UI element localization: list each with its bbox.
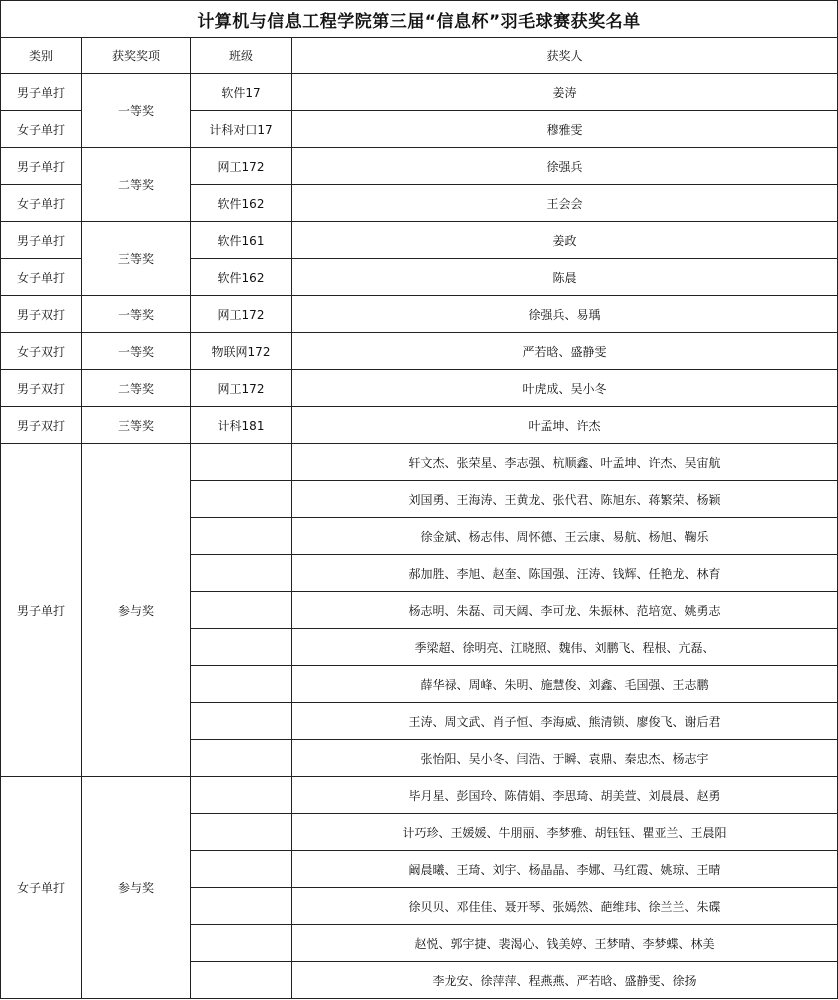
award-cell: 一等奖 xyxy=(82,296,191,333)
class-cell: 软件162 xyxy=(191,259,292,296)
header-category: 类别 xyxy=(1,38,82,74)
winners-cell: 叶虎成、吴小冬 xyxy=(292,370,838,407)
award-cell: 三等奖 xyxy=(82,407,191,444)
winners-cell: 杨志明、朱磊、司天阔、李可龙、朱振林、范培宽、姚勇志 xyxy=(292,592,838,629)
award-cell: 一等奖 xyxy=(82,74,191,148)
class-cell: 软件162 xyxy=(191,185,292,222)
table-row xyxy=(1,333,838,370)
class-cell xyxy=(191,555,292,592)
winners-cell: 王会会 xyxy=(292,185,838,222)
winners-cell: 郝加胜、李旭、赵奎、陈国强、汪涛、钱辉、任艳龙、林育 xyxy=(292,555,838,592)
award-table xyxy=(0,37,838,999)
category-cell: 男子单打 xyxy=(1,148,82,185)
winners-cell: 严若晗、盛静雯 xyxy=(292,333,838,370)
category-cell: 男子单打 xyxy=(1,74,82,111)
header-row xyxy=(1,38,838,74)
winners-cell: 王涛、周文武、肖子恒、李海威、熊清锁、廖俊飞、谢后君 xyxy=(292,703,838,740)
header-award: 获奖奖项 xyxy=(82,38,191,74)
table-row xyxy=(1,296,838,333)
class-cell: 网工172 xyxy=(191,296,292,333)
category-cell: 男子双打 xyxy=(1,370,82,407)
class-cell: 网工172 xyxy=(191,148,292,185)
winners-cell: 毕月星、彭国玲、陈倩娟、李思琦、胡美萱、刘晨晨、赵勇 xyxy=(292,777,838,814)
table-row xyxy=(1,148,838,185)
class-cell xyxy=(191,703,292,740)
class-cell xyxy=(191,481,292,518)
winners-cell: 徐强兵、易瑀 xyxy=(292,296,838,333)
winners-cell: 姜政 xyxy=(292,222,838,259)
table-row xyxy=(1,407,838,444)
table-row xyxy=(1,444,838,481)
class-cell xyxy=(191,740,292,777)
winners-cell: 叶孟坤、许杰 xyxy=(292,407,838,444)
winners-cell: 计巧珍、王媛媛、牛朋丽、李梦雅、胡钰钰、瞿亚兰、王晨阳 xyxy=(292,814,838,851)
winners-cell: 徐金斌、杨志伟、周怀德、王云康、易航、杨旭、鞠乐 xyxy=(292,518,838,555)
category-cell: 男子单打 xyxy=(1,444,82,777)
winners-cell: 徐强兵 xyxy=(292,148,838,185)
category-cell: 女子单打 xyxy=(1,111,82,148)
class-cell xyxy=(191,888,292,925)
class-cell xyxy=(191,925,292,962)
award-table-body xyxy=(1,38,838,999)
winners-cell: 张怡阳、吴小冬、闫浩、于瞬、袁鼎、秦忠杰、杨志宇 xyxy=(292,740,838,777)
table-row xyxy=(1,370,838,407)
class-cell: 计科对口17 xyxy=(191,111,292,148)
header-class: 班级 xyxy=(191,38,292,74)
class-cell xyxy=(191,851,292,888)
winners-cell: 刘国勇、王海涛、王黄龙、张代君、陈旭东、蒋繁荣、杨颖 xyxy=(292,481,838,518)
award-cell: 三等奖 xyxy=(82,222,191,296)
table-row xyxy=(1,222,838,259)
winners-cell: 姜涛 xyxy=(292,74,838,111)
category-cell: 男子双打 xyxy=(1,296,82,333)
winners-cell: 薛华禄、周峰、朱明、施慧俊、刘鑫、毛国强、王志鹏 xyxy=(292,666,838,703)
category-cell: 女子单打 xyxy=(1,259,82,296)
class-cell: 网工172 xyxy=(191,370,292,407)
category-cell: 男子双打 xyxy=(1,407,82,444)
category-cell: 女子单打 xyxy=(1,185,82,222)
table-row xyxy=(1,777,838,814)
winners-cell: 李龙安、徐萍萍、程燕燕、严若晗、盛静雯、徐扬 xyxy=(292,962,838,999)
award-cell: 参与奖 xyxy=(82,777,191,999)
winners-cell: 陈晨 xyxy=(292,259,838,296)
award-cell: 参与奖 xyxy=(82,444,191,777)
winners-cell: 徐贝贝、邓佳佳、聂开琴、张嫣然、葩维玮、徐兰兰、朱碟 xyxy=(292,888,838,925)
class-cell: 物联网172 xyxy=(191,333,292,370)
class-cell xyxy=(191,962,292,999)
table-row xyxy=(1,74,838,111)
category-cell: 女子单打 xyxy=(1,777,82,999)
category-cell: 男子单打 xyxy=(1,222,82,259)
winners-cell: 轩文杰、张荣星、李志强、杭顺鑫、叶孟坤、许杰、吴宙航 xyxy=(292,444,838,481)
award-cell: 二等奖 xyxy=(82,370,191,407)
class-cell: 计科181 xyxy=(191,407,292,444)
class-cell: 软件161 xyxy=(191,222,292,259)
header-winners: 获奖人 xyxy=(292,38,838,74)
sheet-title: 计算机与信息工程学院第三届“信息杯”羽毛球赛获奖名单 xyxy=(0,0,838,38)
class-cell xyxy=(191,777,292,814)
category-cell: 女子双打 xyxy=(1,333,82,370)
class-cell xyxy=(191,592,292,629)
class-cell xyxy=(191,518,292,555)
class-cell xyxy=(191,666,292,703)
class-cell xyxy=(191,814,292,851)
winners-cell: 季梁超、徐明亮、江晓照、魏伟、刘鹏飞、程根、亢磊、 xyxy=(292,629,838,666)
winners-cell: 赵悦、郭宇捷、裴渴心、钱美婷、王梦晴、李梦蝶、林美 xyxy=(292,925,838,962)
award-cell: 一等奖 xyxy=(82,333,191,370)
class-cell xyxy=(191,444,292,481)
class-cell xyxy=(191,629,292,666)
winners-cell: 穆雅雯 xyxy=(292,111,838,148)
class-cell: 软件17 xyxy=(191,74,292,111)
award-cell: 二等奖 xyxy=(82,148,191,222)
winners-cell: 阚晨曦、王琦、刘宇、杨晶晶、李娜、马红霞、姚琼、王晴 xyxy=(292,851,838,888)
